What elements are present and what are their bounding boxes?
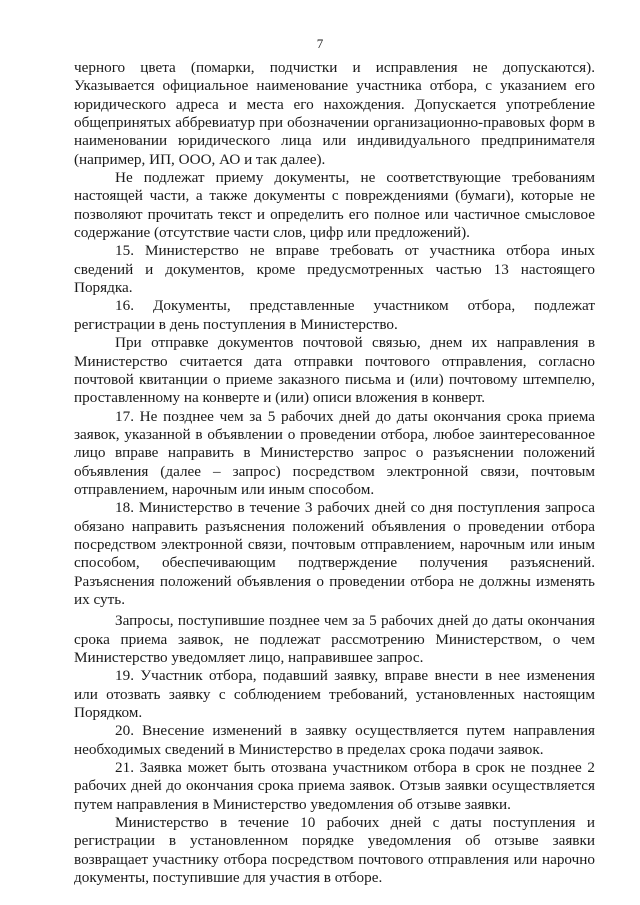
paragraph-postal-sending: При отправке документов почтовой связью, днем их направления в Министерство считается дата отправки почтового отправления, согласно почтовой квитанции о приеме заказного письма и (или) почтовому штемпелю, проставленному на конверте и (или) описи вложения в конверт. [74, 334, 595, 407]
paragraph-continuation: черного цвета (помарки, подчистки и исправления не допускаются). Указывается официальное наименование участника отбора, с указанием его юридического адреса и места его нахождения. Допускается употребление общепринятых аббревиатур при обозначении организационно-правовых форм в наименовании юридического лица или индивидуального предпринимателя (например, ИП, ООО, АО и так далее). [74, 59, 595, 168]
paragraph-18: 18. Министерство в течение 3 рабочих дней со дня поступления запроса обязано направить разъяснения положений объявления о проведении отбора посредством электронной связи, почтовым отправлением, нарочным или иным способом, обеспечивающим подтверждение получения разъяснений. Разъяснения положений объявления о проведении отбора не должны изменять их суть. [74, 499, 595, 608]
paragraph-late-requests: Запросы, поступившие позднее чем за 5 рабочих дней до даты окончания срока приема заявок, не подлежат рассмотрению Министерством, о чем Министерство уведомляет лицо, направившее запрос. [74, 612, 595, 666]
paragraph-rejection-conditions: Не подлежат приему документы, не соответствующие требованиям настоящей части, а также документы с повреждениями (бумаги), которые не позволяют прочитать текст и определить его полное или частичное смысловое содержание (отсутствие части слов, цифр или предложений). [74, 169, 595, 242]
page-number: 7 [316, 36, 324, 51]
paragraph-16: 16. Документы, представленные участником отбора, подлежат регистрации в день поступления в Министерство. [74, 297, 595, 333]
paragraph-return-documents: Министерство в течение 10 рабочих дней с даты поступления и регистрации в установленном порядке уведомления об отзыве заявки возвращает участнику отбора посредством почтового отправления или нарочно документы, поступившие для участия в отборе. [74, 814, 595, 887]
paragraph-19: 19. Участник отбора, подавший заявку, вправе внести в нее изменения или отозвать заявку с соблюдением требований, установленных настоящим Порядком. [74, 667, 595, 722]
paragraph-17: 17. Не позднее чем за 5 рабочих дней до даты окончания срока приема заявок, указанной в объявлении о проведении отбора, любое заинтересованное лицо вправе направить в Министерство запрос о разъяснении положений объявления (далее – запрос) посредством электронной связи, почтовым отправлением, нарочным или иным способом. [74, 407, 595, 498]
paragraph-21: 21. Заявка может быть отозвана участником отбора в срок не позднее 2 рабочих дней до окончания срока приема заявок. Отзыв заявки осуществляется путем направления в Министерство уведомления об отзыве заявки. [74, 759, 595, 813]
paragraph-20: 20. Внесение изменений в заявку осуществляется путем направления необходимых сведений в Министерство в пределах срока подачи заявок. [74, 722, 595, 758]
document-body [74, 59, 595, 887]
paragraph-15: 15. Министерство не вправе требовать от участника отбора иных сведений и документов, кроме предусмотренных частью 13 настоящего Порядка. [74, 242, 595, 297]
